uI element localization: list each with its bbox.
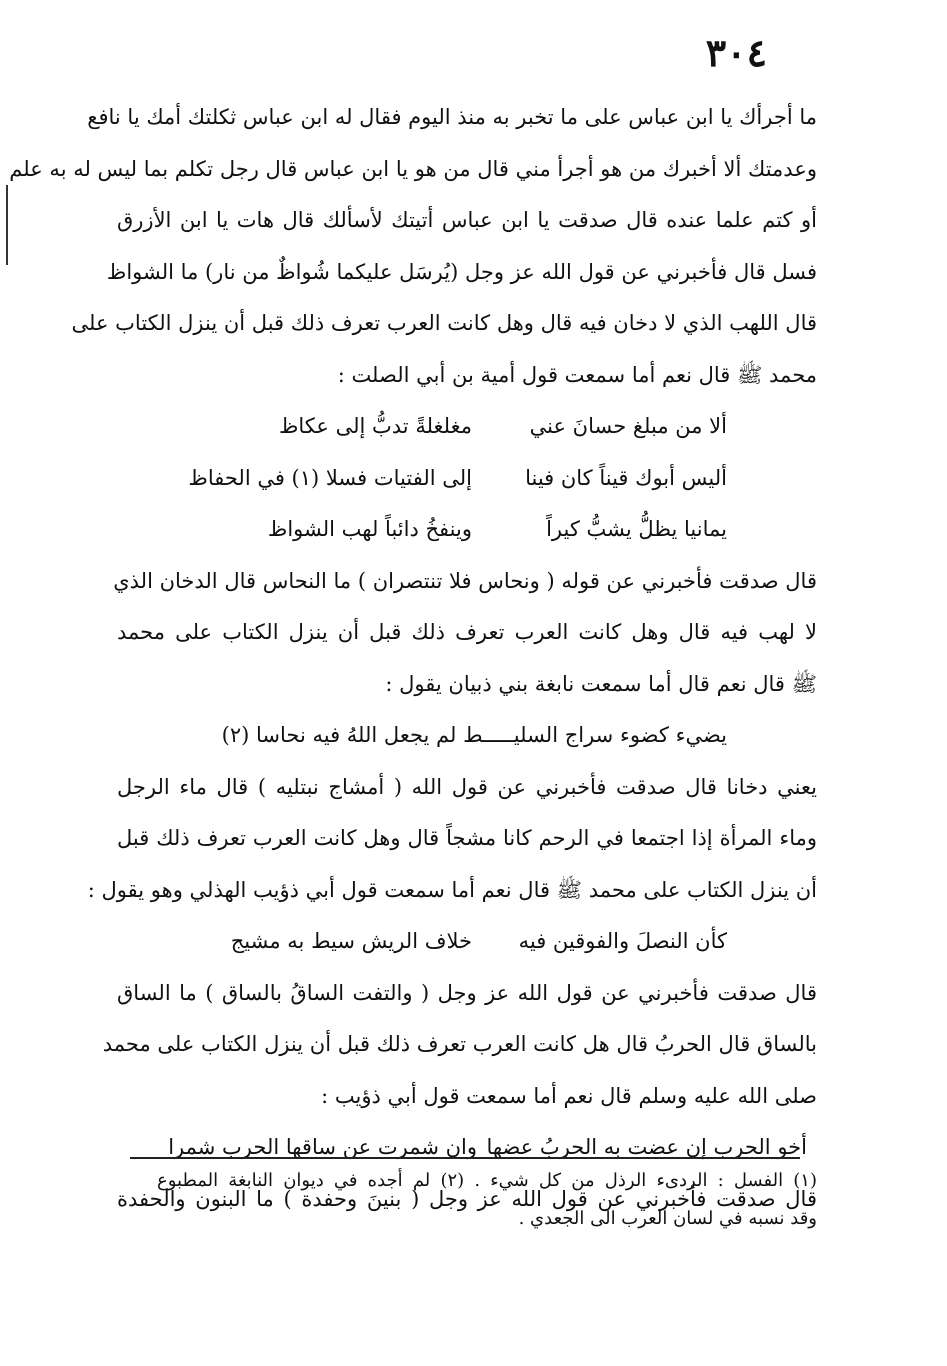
text-line: صلى الله عليه وسلم قال نعم أما سمعت قول أبي ذؤيب :: [321, 1083, 817, 1108]
verse-hemistich-second: خلاف الريش سيط به مشيج: [230, 929, 472, 953]
poem-verse: [117, 401, 817, 453]
verse-hemistich-first: أخو الحرب إن عضت به الحربُ عضها: [486, 1135, 807, 1159]
poem-verse: [117, 710, 817, 762]
verse-hemistich-second: وان شمرت عن ساقها الحرب شمرا: [168, 1135, 477, 1159]
footnotes: [157, 1162, 817, 1238]
scan-edge-mark: [6, 185, 8, 265]
page-number: ٣٠٤: [705, 30, 767, 75]
footnote-line: وقد نسبه في لسان العرب الى الجعدي .: [518, 1208, 817, 1229]
text-line: قال اللهب الذي لا دخان فيه قال وهل كانت العرب تعرف ذلك قبل أن ينزل الكتاب على: [71, 311, 817, 335]
text-line: وعدمتك ألا أخبرك من هو أجرأ مني قال من هو يا ابن عباس قال رجل تكلم بما ليس له به علم: [9, 156, 817, 181]
poem-verse: [117, 916, 817, 968]
verse-hemistich-first: أليس أبوك قيناً كان فينا: [525, 465, 727, 490]
text-line: ما أجرأك يا ابن عباس على ما تخبر به منذ اليوم فقال له ابن عباس ثكلتك أمك يا نافع: [87, 105, 817, 129]
footnote-line: (١) الفسل : الردىء الرذل من كل شيء . (٢) لم أجده في ديوان النابغة المطبوع: [157, 1170, 817, 1191]
main-text: [9, 92, 817, 1225]
verse-hemistich-second: إلى الفتيات فسلا (١) في الحفاظ: [188, 465, 472, 490]
poem-verse: [117, 453, 817, 505]
text-line: يعني دخانا قال صدقت فأخبرني عن قول الله ( أمشاج نبتليه ) قال ماء الرجل: [117, 774, 817, 799]
verse-hemistich-second: مغلغلةً تدبُّ إلى عكاظ: [278, 414, 472, 438]
text-line: قال صدقت فأخبرني عن قوله ( ونحاس فلا تنتصران ) ما النحاس قال الدخان الذي: [113, 568, 817, 593]
footnote-divider: [130, 1157, 800, 1159]
poem-verse: [117, 504, 817, 556]
text-line: قال صدقت فأخبرني عن قول الله عز وجل ( بنينَ وحفدة ) ما البنون والحفدة: [117, 1186, 817, 1211]
text-line: محمد ﷺ قال نعم أما سمعت قول أمية بن أبي الصلت :: [337, 362, 817, 387]
text-line: أو كتم علما عنده قال صدقت يا ابن عباس أتيتك لأسألك قال هات يا ابن الأزرق: [117, 208, 817, 232]
verse-hemistich-first: كأن النصلَ والفوقين فيه: [518, 929, 727, 953]
text-line: أن ينزل الكتاب على محمد ﷺ قال نعم أما سمعت قول أبي ذؤيب الهذلي وهو يقول :: [87, 877, 817, 902]
verse-single-line: يضيء كضوء سراج السليـــــط لم يجعل اللهُ فيه نحاسا (٢): [221, 723, 727, 747]
text-line: فسل قال فأخبرني عن قول الله عز وجل (يُرسَل عليكما شُواظٌ من نار) ما الشواظ: [106, 259, 817, 284]
text-line: ﷺ قال نعم قال أما سمعت نابغة بني ذبيان يقول :: [385, 671, 817, 696]
verse-hemistich-first: ألا من مبلغ حسانَ عني: [529, 414, 727, 438]
text-line: قال صدقت فأخبرني عن قول الله عز وجل ( والتفت الساقُ بالساق ) ما الساق: [117, 980, 817, 1005]
text-line: بالساق قال الحربُ قال هل كانت العرب تعرف ذلك قبل أن ينزل الكتاب على محمد: [102, 1032, 817, 1056]
text-line: لا لهب فيه قال وهل كانت العرب تعرف ذلك قبل أن ينزل الكتاب على محمد: [117, 620, 817, 644]
verse-hemistich-second: وينفخُ دائباً لهب الشواظ: [267, 517, 472, 541]
verse-hemistich-first: يمانيا يظلُّ يشبُّ كيراً: [546, 517, 727, 541]
text-line: وماء المرأة إذا اجتمعا في الرحم كانا مشجاً قال وهل كانت العرب تعرف ذلك قبل: [117, 826, 817, 850]
